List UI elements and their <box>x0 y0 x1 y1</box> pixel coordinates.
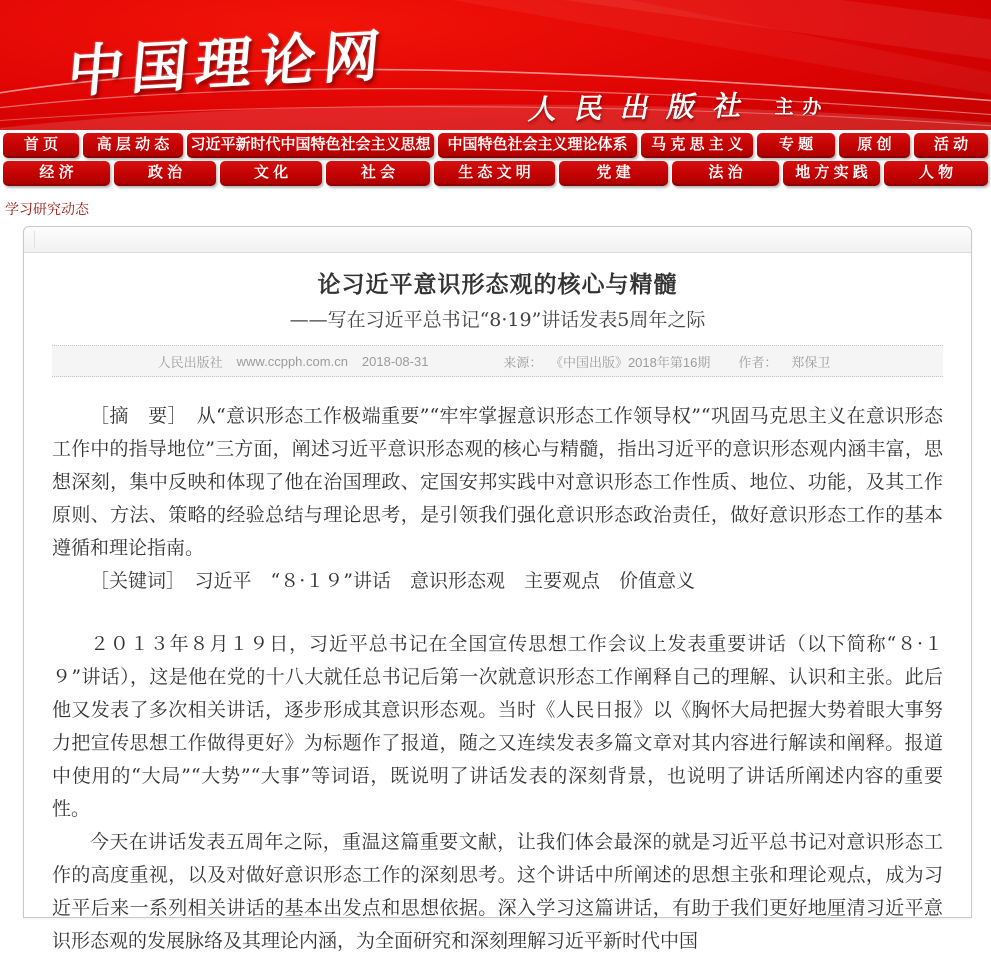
publisher-suffix: 主办 <box>774 97 831 118</box>
nav-item-culture[interactable]: 文 化 <box>220 161 322 186</box>
meta-author: 作者： 郑保卫 <box>738 354 831 370</box>
nav-item-marxism[interactable]: 马 克 思 主 义 <box>641 133 753 158</box>
nav-item-xi-era-thought[interactable]: 习近平新时代中国特色社会主义思想 <box>187 133 434 158</box>
nav-item-activities[interactable]: 活 动 <box>914 133 988 158</box>
nav-item-special-topics[interactable]: 专 题 <box>757 133 835 158</box>
article-meta-bar <box>52 345 943 377</box>
nav-item-society[interactable]: 社 会 <box>326 161 430 186</box>
nav-item-rule-of-law[interactable]: 法 治 <box>672 161 779 186</box>
nav-item-high-level-news[interactable]: 高 层 动 态 <box>83 133 183 158</box>
main-navigation <box>0 130 991 186</box>
publisher-caption <box>526 86 831 127</box>
meta-site-url: www.ccpph.com.cn <box>236 353 348 369</box>
nav-item-theory-system[interactable]: 中国特色社会主义理论体系 <box>438 133 637 158</box>
nav-item-politics[interactable]: 政 治 <box>114 161 216 186</box>
meta-date: 2018-08-31 <box>361 353 429 369</box>
body-paragraph-2: 今天在讲话发表五周年之际，重温这篇重要文献，让我们体会最深的就是习近平总书记对意识形态工作的高度重视，以及对做好意识形态工作的深刻思考。这个讲话中所阐述的思想主张和理论观点，成为习近平后来一系列相关讲话的基本出发点和思想依据。深入学习这篇讲话，有助于我们更好地厘清习近平意识形态观的发展脉络及其理论内涵，为全面研究和深刻理解习近平新时代中国 <box>52 831 943 952</box>
body-paragraph-1: ２０１３年８月１９日，习近平总书记在全国宣传思想工作会议上发表重要讲话（以下简称“８·１９”讲话），这是他在党的十八大就任总书记后第一次就意识形态工作阐释自己的理解、认识和主张。此后他又发表了多次相关讲话，逐步形成其意识形态观。当时《人民日报》以《胸怀大局把握大势着眼大事努力把宣传思想工作做得更好》为标题作了报道，随之又连续发表多篇文章对其内容进行解读和阐释。报道中使用的“大局”“大势”“大事”等词语，既说明了讲话发表的深刻背景，也说明了讲话所阐述内容的重要性。 <box>52 633 943 820</box>
site-logo[interactable]: 中国理论网 <box>64 22 391 106</box>
nav-item-local-practice[interactable]: 地 方 实 践 <box>783 161 880 186</box>
header-divider <box>34 231 35 248</box>
article-container <box>23 226 972 952</box>
abstract-paragraph: ［摘 要］ 从“意识形态工作极端重要”“牢牢掌握意识形态工作领导权”“巩固马克思主义在意识形态工作中的指导地位”三方面，阐述习近平意识形态观的核心与精髓，指出习近平的意识形态观内涵丰富，思想深刻，集中反映和体现了他在治国理政、定国安邦实践中对意识形态工作性质、地位、功能，及其工作原则、方法、策略的经验总结与理论思考，是引领我们强化意识形态政治责任，做好意识形态工作的基本遵循和理论指南。 <box>52 405 943 559</box>
nav-row-2 <box>3 161 988 186</box>
site-banner <box>0 0 991 130</box>
nav-item-economy[interactable]: 经 济 <box>3 161 110 186</box>
meta-publisher: 人民出版社 <box>157 354 223 370</box>
nav-item-people[interactable]: 人 物 <box>884 161 988 186</box>
keywords-paragraph: ［关键词］ 习近平 “８·１９”讲话 意识形态观 主要观点 价值意义 <box>90 570 695 592</box>
article-head <box>24 266 971 332</box>
nav-item-home[interactable]: 首 页 <box>3 133 79 158</box>
article-body <box>24 377 971 958</box>
article-title: 论习近平意识形态观的核心与精髓 <box>317 271 678 298</box>
publisher-name: 人民出版社 <box>526 88 764 127</box>
content-box-header <box>24 227 971 253</box>
nav-item-party-building[interactable]: 党 建 <box>559 161 668 186</box>
article-subtitle: ——写在习近平总书记“8·19”讲话发表5周年之际 <box>289 309 706 331</box>
meta-source: 来源： 《中国出版》2018年第16期 <box>503 354 711 370</box>
breadcrumb-study-research[interactable]: 学习研究动态 <box>5 201 89 217</box>
nav-item-original[interactable]: 原 创 <box>839 133 910 158</box>
nav-row-1 <box>3 133 988 158</box>
nav-item-eco-civilization[interactable]: 生 态 文 明 <box>434 161 555 186</box>
